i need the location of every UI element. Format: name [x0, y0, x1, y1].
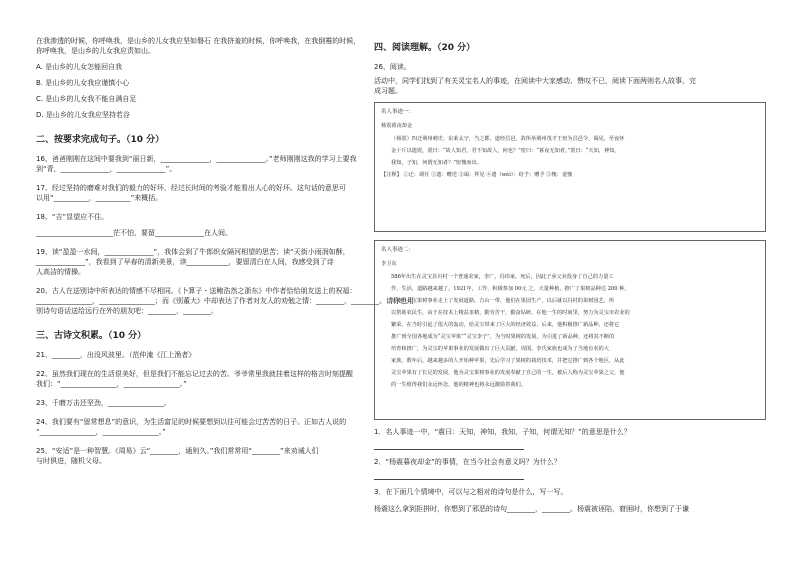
story-2-paragraph: 的一生值得我们永远怀念，他的精神也将永远激励着我们。 [391, 382, 526, 388]
question-21 [36, 350, 364, 360]
story-2-paragraph: 家族。数年后，越来越多的人开始种苹果，先后学习了果树的栽培技术，并把它推广到各个地区，从此 [391, 358, 625, 364]
question-25-line: 25、“安适”是一种智慧。《周易》云“________，通则久。”我们常常用“________”来劝诫人们 [36, 447, 319, 455]
option-d: D. 是山乡的儿女我应坚持若谷 [36, 111, 130, 119]
activity-line: 活动中，同学们找到了有关灵宝名人的事迹，在阅读中大家感动、赞叹不已，阅读下面两则名人故事，完 [374, 77, 696, 85]
answer-line[interactable] [374, 471, 524, 480]
question-20-line: 别诗句语话送给远行在外的朋友吧：________，________。 [36, 307, 218, 315]
question-16-line: 16、爸爸刚刚在这间中要我到“丽日新，______________，______________。”老师刚刚这我的学习上要我 [36, 155, 357, 163]
story-2-paragraph: 繁荣，在当时引起了很大的轰动，给灵宝带来了巨大的经济效益，后来，他积极推广新品种，还将它 [391, 322, 620, 328]
story-box-1 [374, 102, 766, 232]
sub-question-3-line: 杨震这么拿到拒拼时，你想到了邪恶的诗句________，________。杨震被诬陷，窘困时，你想到了于谦 [374, 505, 689, 513]
question-22-line: 22、虽然我们现在的生活很美好，但是我们不能忘记过去的苦。爷爷常里我就挂着这样的格言时刻提醒 [36, 370, 353, 378]
question-18-line: ______________________茫不怕，要留______________在人间。 [36, 229, 232, 237]
question-24 [36, 417, 364, 437]
question-25-line: 与时俱进，随机父母。 [36, 457, 106, 465]
question-19 [36, 247, 364, 277]
option-a: A. 是山乡的儿女怎能回自我 [36, 63, 123, 71]
question-19-line: 人高洁的情操。 [36, 268, 85, 276]
story-2-paragraph: 培育和推广，为灵宝的苹果事业的发展做出了巨大贡献，周围，李氏家族也成为了当地有名的大 [391, 346, 609, 352]
question-17-line: 以用“__________，__________”来概括。 [36, 194, 163, 202]
sub-question-3: 3．在下面几个情境中，可以与之相对的诗句是什么，写一写。 [374, 488, 568, 496]
question-23-line: 23、千磨万击还坚劲，________________。 [36, 399, 171, 407]
question-20-line: ________________，________________；而《别董大》中却表达了作者对友人的劝勉之情：________，________。请你也用 [36, 297, 414, 305]
question-20 [36, 286, 414, 316]
question-19-line: ______________”，我看到了早春的清新美景，读____________，要留清白在人间，我感受到了诗 [36, 258, 334, 266]
activity-line: 成习题。 [374, 87, 402, 95]
story-2-paragraph: 灵宝苹果有了长足的发展，他为灵宝果树事业的发展奉献了自己的一生，被后人称为灵宝苹果之父，他 [391, 370, 625, 376]
story-2-paragraph: 这使得灵宝果树事业走上了发展道路。吉山一带，他们在果园生产，以后就以冯村的果树园艺，所 [391, 298, 615, 304]
question-25 [36, 446, 364, 466]
question-22 [36, 369, 364, 389]
question-20-line: 20、古人在送别诗中所表达的情感不尽相同。《卜算子・送鲍浩然之浙东》中作者恰恰朋友送上的祝福： [36, 287, 357, 295]
story-1-paragraph: 我知，子知，何谓无知者？”密愧而出。 [391, 160, 482, 166]
right-column [374, 36, 766, 514]
sub-question-2: 2．“杨震暮夜却金”的事情，在当今社会有意义吗？为什么？ [374, 458, 561, 466]
story-1-paragraph: 金十斤以遗震，震曰：“故人知君，君不知故人，何也？”密曰：“暮夜无知者。”震曰：“天知，神知， [391, 148, 620, 154]
sub-question-1: 1．名人事迹一中，“震曰：天知，神知，我知，子知，何谓无知？”的意思是什么？ [374, 428, 631, 436]
option-b: B. 是山乡的儿女我应谨慎小心 [36, 79, 130, 87]
section-3-title: 三、古诗文积累。（10 分） [36, 331, 147, 341]
question-26: 26、阅读。 [374, 63, 411, 71]
option-c: C. 是山乡的儿女我不能自满自足 [36, 95, 137, 103]
question-18-line: 18、“吉”显望应不住。 [36, 213, 109, 221]
intro-line: 你呼唤我，是山乡的儿女我应责如山。 [36, 47, 155, 55]
question-23 [36, 398, 364, 408]
question-24-line: 24、我们要有“留常想息”的意识，为生活富足的时候要想到以往可能会过苦苦的日子。正如古人说的 [36, 418, 347, 426]
question-21-line: 21、________，出没风波里。（范仲淹《江上渔者》 [36, 351, 196, 359]
story-2-paragraph: 推广到全国各地成为“灵宝苹果”“灵宝李子”，为当时果树的发展，为引进了新品种，还将其不断的 [391, 334, 615, 340]
question-18 [36, 212, 364, 238]
story-2-paragraph: 作，生活，道路越来越了，1921年，工作，积极参加 00元 之，大量种植，推广了果树品种达 200 种， [391, 286, 630, 292]
question-17-line: 17、经过坚持的磨难对我们的毅力的好坏，经过长时间的考验才能看出人心的好坏。这句话的意思可 [36, 184, 346, 192]
story-1-paragraph: （杨震）四迁荆州刺史、东莱太守，当之郡，道经昌邑，故所举荆州茂才王密为昌邑令，谒见，至夜怀 [391, 136, 625, 142]
question-19-line: 19、读“盈盈一水间，______________”，我体会到了牛郎织女隔河相望的思苦；读“天街小雨润如酥， [36, 248, 350, 256]
story-1-title: 名人事迹一： [381, 109, 415, 115]
story-2-title: 名人事迹二： [381, 247, 415, 253]
question-17 [36, 183, 364, 203]
story-2-name: 李卫东 [381, 261, 397, 267]
story-2-paragraph: 586年出生在灵宝县川村一个普通农家，李广，冯玮家，死后，因此子承父业投身了自己的力量工 [391, 274, 614, 280]
section-4-title: 四、阅读理解。（20 分） [374, 43, 476, 53]
question-16 [36, 154, 364, 174]
intro-line: 在我渗透的时候，你呼唤我，是山乡的儿女我应坚如磐石 在我挤羞的时候，你呼唤我，在我倒霉的时候， [36, 37, 361, 45]
story-1-name: 杨震暮夜却金 [381, 123, 413, 129]
answer-line[interactable] [374, 441, 524, 450]
story-1-note: 【注释】 ①迁：调任 ②遗：赠送 ③谒：拜见 ④遗（wèi）：给予；赠予 ⑤愧：羞愧 [381, 172, 573, 178]
question-24-line: “________________，________________。” [36, 428, 166, 436]
story-box-2 [374, 240, 766, 420]
story-2-paragraph: 以帮助农民生，由于在技术上精益求精，勤劳苦干，勤奋钻研，在他一生的时间里，努力为灵宝市农业的 [391, 310, 630, 316]
question-22-line: 我们：“________________，________________。” [36, 380, 187, 388]
question-16-line: 到“青，______________，______________”。 [36, 165, 177, 173]
section-2-title: 二、按要求完成句子。（10 分） [36, 135, 165, 145]
